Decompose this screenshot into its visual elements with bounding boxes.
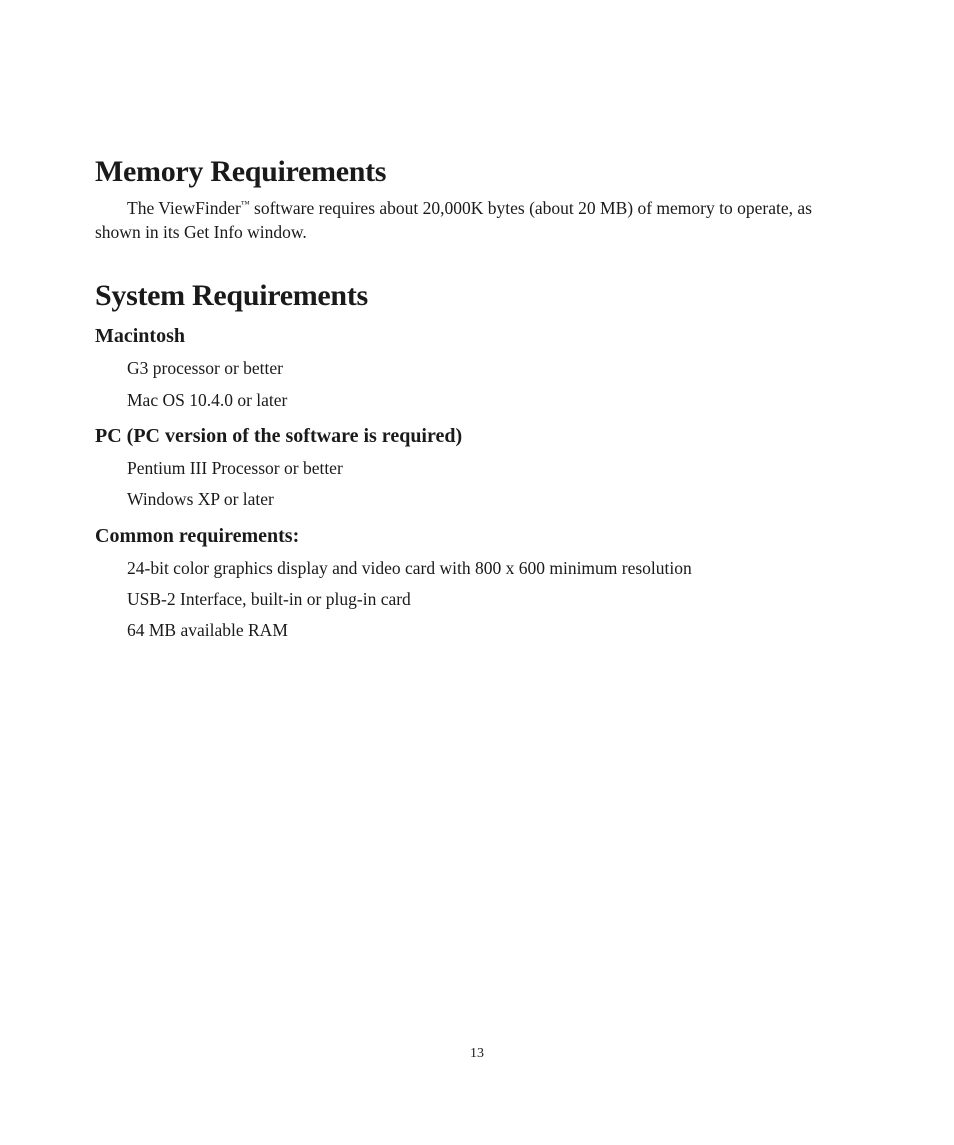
memory-paragraph-end: software requires about 20,000K bytes (about 20 MB) of memory to operate, as shown in its Get Info window. [95, 198, 812, 242]
page-number: 13 [470, 1046, 484, 1061]
common-requirement-item: 24-bit color graphics display and video card with 800 x 600 minimum resolution [127, 558, 692, 578]
memory-paragraph-start: The ViewFinder [127, 198, 241, 218]
macintosh-heading: Macintosh [95, 325, 185, 347]
common-requirements-heading: Common requirements: [95, 525, 300, 547]
pc-requirement-item: Windows XP or later [127, 489, 274, 509]
common-requirement-item: 64 MB available RAM [127, 620, 288, 640]
system-requirements-heading: System Requirements [95, 279, 368, 312]
macintosh-requirement-item: G3 processor or better [127, 358, 283, 378]
trademark-symbol: ™ [240, 199, 250, 209]
memory-requirements-heading: Memory Requirements [95, 155, 387, 188]
pc-requirement-item: Pentium III Processor or better [127, 458, 343, 478]
common-requirement-item: USB-2 Interface, built-in or plug-in card [127, 589, 411, 609]
memory-requirements-paragraph [95, 196, 855, 244]
pc-heading: PC (PC version of the software is required) [95, 425, 463, 447]
macintosh-requirement-item: Mac OS 10.4.0 or later [127, 390, 288, 410]
